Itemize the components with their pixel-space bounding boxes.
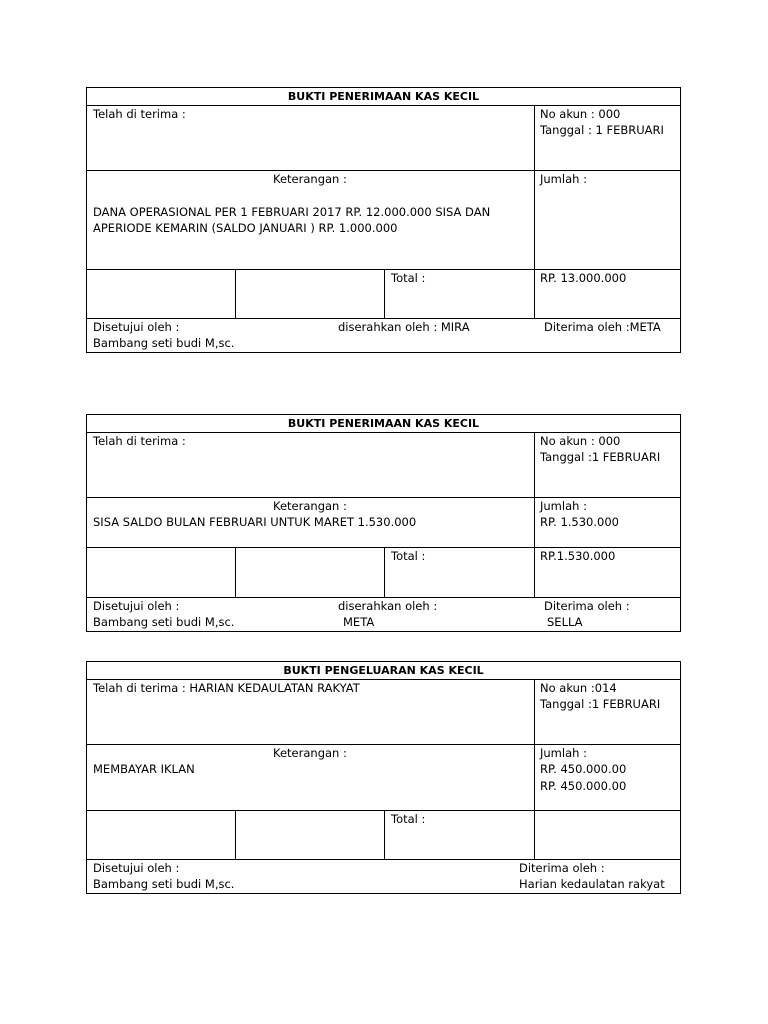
received-by: Diterima oleh :META xyxy=(544,320,661,334)
description-row xyxy=(87,171,680,270)
total-value: RP.1.530.000 xyxy=(540,549,616,563)
total-row xyxy=(87,270,680,319)
received-by-name: Harian kedaulatan rakyat xyxy=(519,877,665,891)
receipt-form-1 xyxy=(86,87,681,353)
approved-by-name: Bambang seti budi M,sc. xyxy=(93,877,235,891)
signature-row xyxy=(87,319,680,352)
total-value: RP. 13.000.000 xyxy=(540,271,627,285)
signature-row xyxy=(87,598,680,631)
total-label: Total : xyxy=(391,549,426,563)
received-row xyxy=(87,433,680,498)
received-from-label: Telah di terima : HARIAN KEDAULATAN RAKYAT xyxy=(93,681,360,695)
received-by-name: SELLA xyxy=(547,615,583,629)
amount-label: Jumlah : xyxy=(540,746,587,760)
description-label: Keterangan : xyxy=(273,746,347,760)
description-line-2: APERIODE KEMARIN (SALDO JANUARI ) RP. 1.000.000 xyxy=(93,221,398,235)
form-title: BUKTI PENERIMAAN KAS KECIL xyxy=(87,88,680,106)
account-number: No akun :014 xyxy=(540,681,617,695)
description-label: Keterangan : xyxy=(273,172,347,186)
account-number: No akun : 000 xyxy=(540,434,621,448)
total-row xyxy=(87,811,680,860)
description-label: Keterangan : xyxy=(273,499,347,513)
handed-over-by: diserahkan oleh : MIRA xyxy=(338,320,470,334)
amount-value-2: RP. 450.000.00 xyxy=(540,779,627,793)
total-label: Total : xyxy=(391,812,426,826)
description-row xyxy=(87,745,680,811)
handed-over-by-label: diserahkan oleh : xyxy=(338,599,438,613)
form-title: BUKTI PENGELUARAN KAS KECIL xyxy=(87,662,680,680)
account-number: No akun : 000 xyxy=(540,107,621,121)
received-by-label: Diterima oleh : xyxy=(544,599,630,613)
amount-label: Jumlah : xyxy=(540,172,587,186)
description-line-1: DANA OPERASIONAL PER 1 FEBRUARI 2017 RP. 12.000.000 SISA DAN xyxy=(93,205,491,219)
date: Tanggal : 1 FEBRUARI xyxy=(540,123,664,137)
amount-label: Jumlah : xyxy=(540,499,587,513)
description-line-1: MEMBAYAR IKLAN xyxy=(93,762,195,776)
receipt-form-2 xyxy=(86,414,681,632)
expense-form xyxy=(86,661,681,894)
total-row xyxy=(87,548,680,598)
signature-row xyxy=(87,860,680,893)
approved-by-label: Disetujui oleh : xyxy=(93,861,180,875)
approved-by-name: Bambang seti budi M,sc. xyxy=(93,615,235,629)
approved-by-label: Disetujui oleh : xyxy=(93,320,180,334)
approved-by-name: Bambang seti budi M,sc. xyxy=(93,336,235,350)
received-row xyxy=(87,106,680,171)
received-by-label: Diterima oleh : xyxy=(519,861,605,875)
description-line-1: SISA SALDO BULAN FEBRUARI UNTUK MARET 1.530.000 xyxy=(93,515,417,529)
received-from-label: Telah di terima : xyxy=(93,107,186,121)
date: Tanggal :1 FEBRUARI xyxy=(540,697,661,711)
received-from-label: Telah di terima : xyxy=(93,434,186,448)
handed-over-by-name: META xyxy=(343,615,375,629)
received-row xyxy=(87,680,680,745)
approved-by-label: Disetujui oleh : xyxy=(93,599,180,613)
form-title: BUKTI PENERIMAAN KAS KECIL xyxy=(87,415,680,433)
total-label: Total : xyxy=(391,271,426,285)
description-row xyxy=(87,498,680,548)
date: Tanggal :1 FEBRUARI xyxy=(540,450,661,464)
amount-value-1: RP. 450.000.00 xyxy=(540,762,627,776)
amount-value: RP. 1.530.000 xyxy=(540,515,619,529)
